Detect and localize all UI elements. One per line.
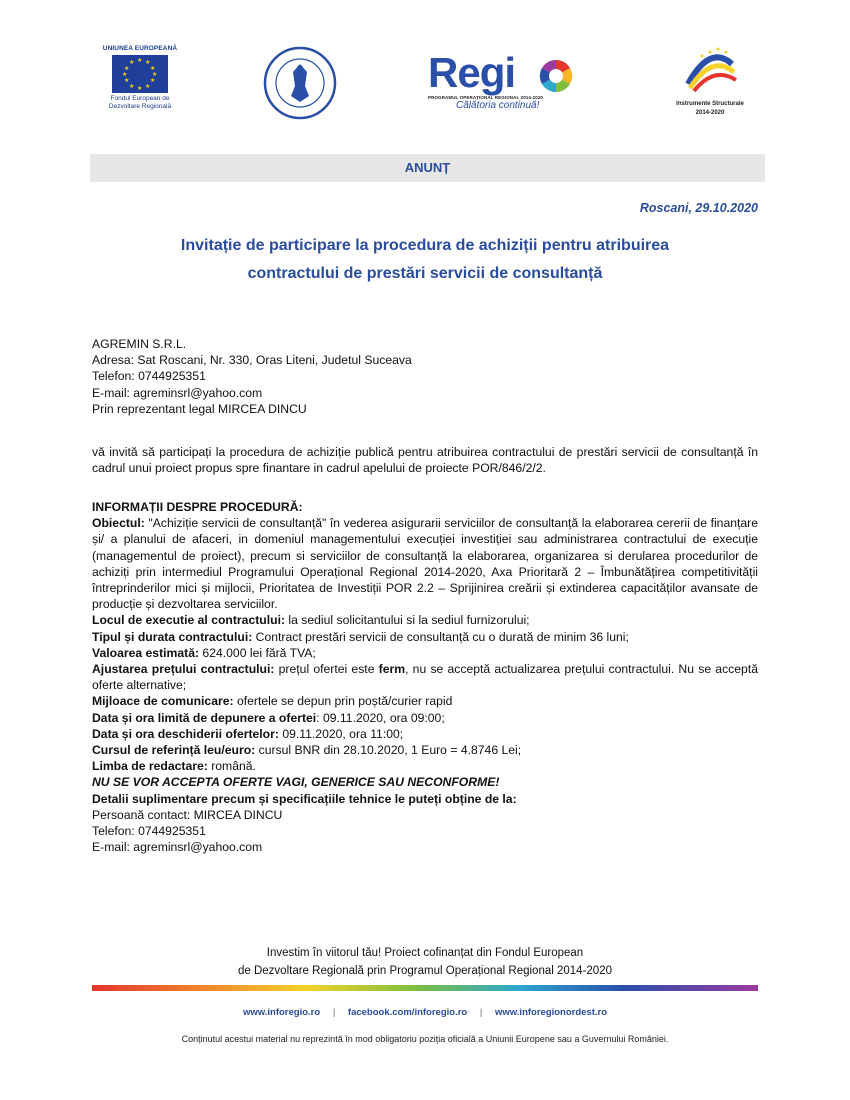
contract-type-label: Tipul și durata contractului:	[92, 629, 253, 644]
price-adjustment-label: Ajustarea prețului contractului:	[92, 662, 275, 677]
company-phone: Telefon: 0744925351	[92, 369, 206, 384]
language-item	[92, 758, 758, 774]
structural-instruments-logo	[668, 44, 752, 117]
logo-bar	[0, 40, 850, 130]
deadline-item	[92, 710, 758, 726]
link-inforegionordest[interactable]: www.inforegionordest.ro	[494, 1007, 608, 1018]
company-block	[92, 336, 758, 417]
company-representative: Prin reprezentant legal MIRCEA DINCU	[92, 401, 307, 416]
link-facebook[interactable]: facebook.com/inforegio.ro	[347, 1007, 468, 1018]
regio-color-wheel-icon	[538, 58, 574, 94]
location-text: la sediul solicitantului si la sediul furnizorului;	[285, 613, 530, 628]
communication-label: Mijloace de comunicare:	[92, 694, 234, 709]
exchange-rate-text: cursul BNR din 28.10.2020, 1 Euro = 4.8746 Lei;	[255, 743, 522, 758]
regio-wordmark: Regi	[428, 49, 516, 96]
communication-item	[92, 693, 758, 709]
contract-type-item	[92, 629, 758, 645]
deadline-text: : 09.11.2020, ora 09:00;	[316, 710, 445, 725]
regio-program-text: PROGRAMUL OPERAȚIONAL REGIONAL 2014-2020	[428, 95, 544, 100]
details-heading: Detalii suplimentare precum și specificațiile tehnice le puteți obține de la:	[92, 791, 517, 806]
contract-type-text: Contract prestări servicii de consultanță cu o durată de minim 36 luni;	[252, 629, 629, 644]
contact-person: Persoană contact: MIRCEA DINCU	[92, 807, 283, 822]
structural-instruments-years: 2014-2020	[695, 110, 725, 116]
title-line-1: Invitație de participare la procedura de achiziții pentru atribuirea	[180, 237, 670, 254]
structural-instruments-icon	[680, 44, 740, 94]
estimated-value-item	[92, 645, 758, 661]
eu-logo-title: UNIUNEA EUROPEANĂ	[102, 45, 178, 52]
eu-logo-fund-line1: Fondul European de	[110, 95, 170, 102]
deadline-label: Data și ora limită de depunere a ofertei	[92, 710, 317, 725]
rainbow-divider	[92, 985, 758, 991]
language-text: română.	[207, 759, 256, 774]
invitation-paragraph: vă invită să participați la procedura de achiziție publică pentru atribuirea contractului de prestări servicii de consultanță în cadrul unui proiect propus spre finantare in cadrul apelului de proiecte POR/846/2/2.	[92, 445, 758, 476]
exchange-rate-label: Cursul de referință leu/euro:	[92, 743, 256, 758]
link-separator: |	[479, 1007, 483, 1018]
warning-text: NU SE VOR ACCEPTA OFERTE VAGI, GENERICE SAU NECONFORME!	[92, 775, 500, 790]
price-adjustment-item	[92, 661, 758, 693]
procedure-heading: INFORMAȚII DESPRE PROCEDURĂ:	[92, 500, 303, 514]
eu-logo-fund-line2: Dezvoltare Regională	[108, 103, 172, 110]
communication-text: ofertele se depun prin poștă/curier rapid	[233, 694, 453, 709]
government-seal-icon	[263, 46, 337, 120]
regio-logo	[428, 49, 578, 111]
document-date: Roscani, 29.10.2020	[639, 201, 758, 215]
price-firm-keyword: ferm	[378, 662, 406, 677]
disclaimer: Conținutul acestui material nu reprezintă în mod obligatoriu poziția oficială a Uniunii Europene sau a Guvernului României.	[181, 1034, 669, 1044]
title-line-2: contractului de prestări servicii de consultanță	[247, 265, 603, 282]
location-label: Locul de executie al contractului:	[92, 613, 286, 628]
footer-line-1: Investim în viitorul tău! Proiect cofinanțat din Fondul European	[266, 947, 584, 959]
announcement-heading: ANUNȚ	[90, 154, 765, 182]
estimated-value-label: Valoarea estimată:	[92, 645, 200, 660]
price-adjustment-text: prețul ofertei este	[274, 662, 379, 677]
opening-item	[92, 726, 758, 742]
contact-phone: Telefon: 0744925351	[92, 824, 206, 839]
eu-logo	[100, 45, 180, 111]
structural-instruments-label: Instrumente Structurale	[676, 101, 744, 107]
footer-statement	[0, 944, 850, 980]
procedure-info	[92, 499, 758, 855]
objective-item	[92, 515, 758, 612]
exchange-rate-item	[92, 742, 758, 758]
footer-links	[0, 1007, 850, 1018]
document-title	[95, 232, 755, 288]
price-adjustment-text-2: , nu se acceptă actualizarea prețului contractului. Nu se acceptă oferte alternative;	[92, 662, 758, 693]
objective-label: Obiectul:	[92, 516, 145, 531]
language-label: Limba de redactare:	[92, 759, 208, 774]
footer-line-2: de Dezvoltare Regională prin Programul Operațional Regional 2014-2020	[238, 965, 612, 977]
company-email: E-mail: agreminsrl@yahoo.com	[92, 385, 263, 400]
company-name: AGREMIN S.R.L.	[92, 337, 187, 351]
link-separator: |	[332, 1007, 336, 1018]
link-inforegio[interactable]: www.inforegio.ro	[242, 1007, 321, 1018]
estimated-value-text: 624.000 lei fără TVA;	[199, 645, 316, 660]
location-item	[92, 612, 758, 628]
eu-flag-icon: ★ ★ ★ ★ ★ ★ ★ ★ ★ ★ ★ ★	[112, 55, 168, 93]
opening-text: 09.11.2020, ora 11:00;	[278, 726, 404, 741]
objective-text: "Achiziție servicii de consultanță" în vederea asigurarii serviciilor de consultanță la elaborarea cererii de finanțare și/ a planului de afaceri, in domeniul managementului execuției investiției sau administrarea contractului de execuție (managementul de proiect), precum si serviciilor de consultanță la elaborarea, organizarea si derularea procedurilor de achiziți prin intermediul Programului Operațional Regional 2014-2020, Axa Prioritară 2 – Îmbunătățirea competitivității întreprinderilor mici și mijlocii, Prioritatea de Investiții POR 2.2 – Sprijinirea creării și extinderea capacităților avansate de producție și dezvoltarea serviciilor.	[92, 516, 758, 612]
contact-email: E-mail: agreminsrl@yahoo.com	[92, 840, 263, 855]
regio-slogan: Călătoria continuă!	[456, 100, 540, 111]
opening-label: Data și ora deschiderii ofertelor:	[92, 726, 279, 741]
company-address: Adresa: Sat Roscani, Nr. 330, Oras Liteni, Judetul Suceava	[92, 353, 412, 368]
